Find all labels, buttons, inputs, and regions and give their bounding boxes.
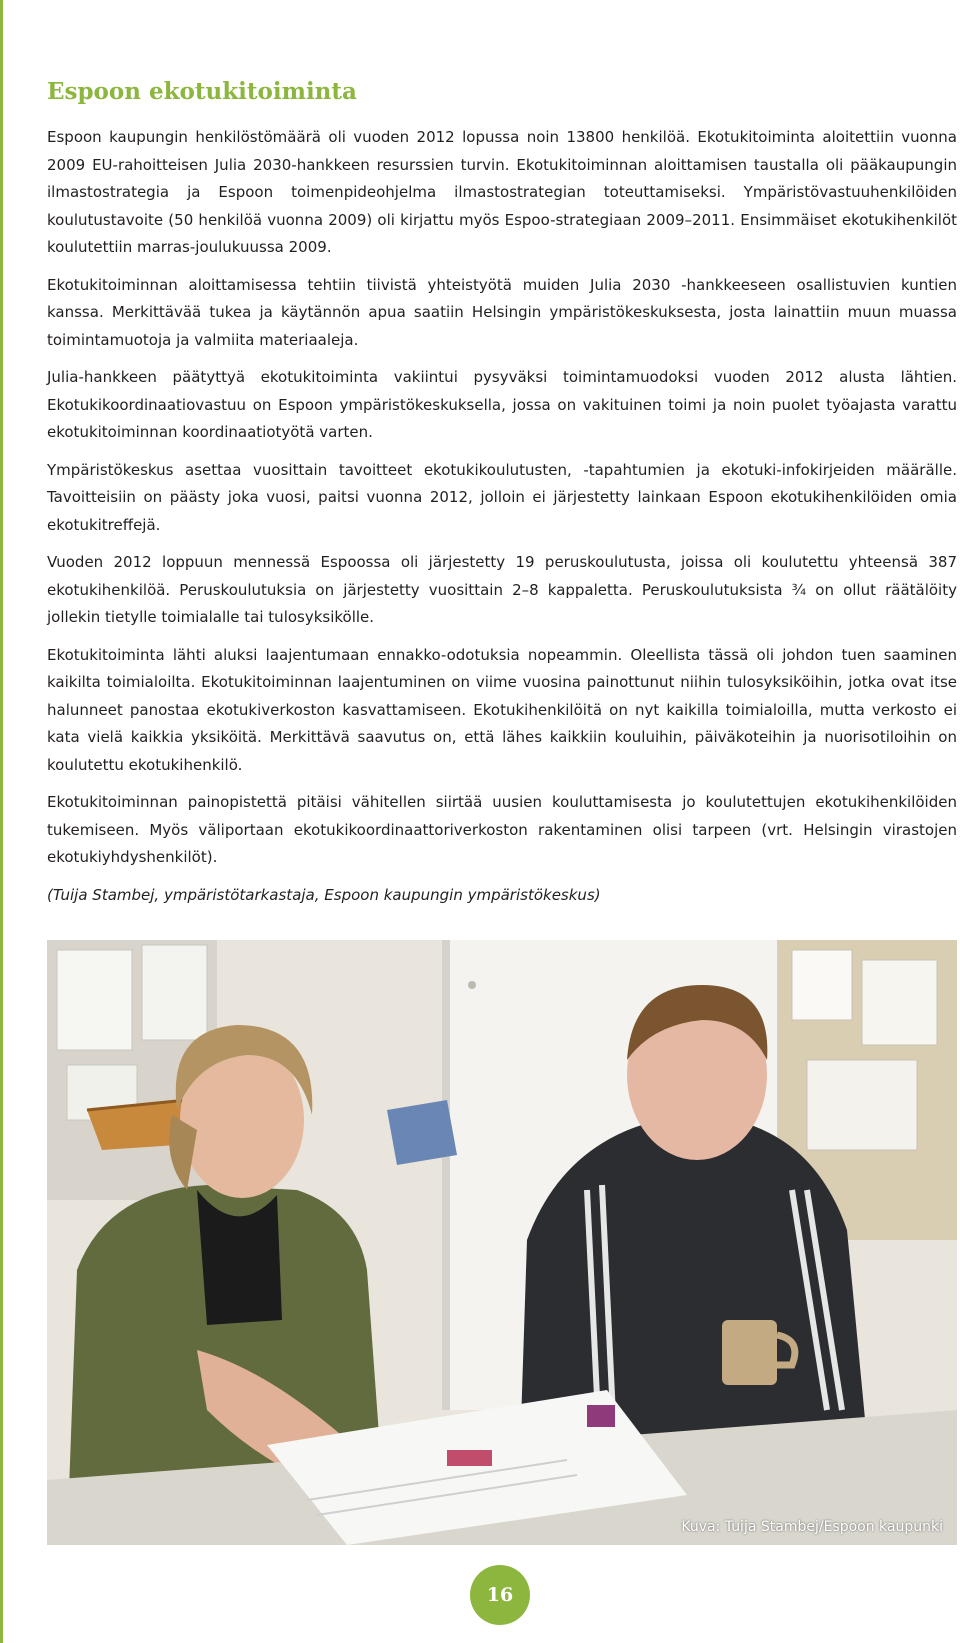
paragraph: Ympäristökeskus asettaa vuosittain tavoitteet ekotukikoulutusten, -tapahtumien ja ekotuki-infokirjeiden määrälle. Tavoitteisiin on päästy joka vuosi, paitsi vuonna 2012, jolloin ei järjestetty lainkaan Espoon ekotukihenkilöiden omia ekotukitreffejä. [47, 460, 957, 534]
paragraph: Julia-hankkeen päätyttyä ekotukitoiminta vakiintui pysyväksi toimintamuodoksi vuoden 2012 alusta lähtien. Ekotukikoordinaatiovastuu on Espoon ympäristökeskuksella, jossa on vakituinen toimi ja noin puolet työajasta varattu ekotukitoiminnan koordinaatiotyötä varten. [47, 368, 957, 441]
page-heading: Espoon ekotukitoiminta [47, 78, 357, 105]
author-signature: (Tuija Stambej, ympäristötarkastaja, Espoon kaupungin ympäristökeskus) [47, 885, 601, 904]
paragraph: Ekotukitoiminta lähti aluksi laajentumaan ennakko-odotuksia nopeammin. Oleellista tässä oli johdon tuen saaminen kaikilta toimialoilta. Ekotukitoiminnan laajentuminen on viime vuosina painottunut niihin tulosyksiköihin, jotka ovat itse halunneet panostaa ekotukiverkoston kasvattamiseen. Ekotukihenkilöitä on nyt kaikilla toimialoilla, mutta verkosto ei kata vielä kaikkia yksiköitä. Merkittävä saavutus on, että lähes kaikkiin kouluihin, päiväkoteihin ja nuorisotiloihin on koulutettu ekotukihenkilö. [47, 645, 957, 774]
office-photo [47, 940, 957, 1545]
page-number-badge: 16 [470, 1565, 530, 1625]
paragraph: Vuoden 2012 loppuun mennessä Espoossa oli järjestetty 19 peruskoulutusta, joissa oli koulutettu yhteensä 387 ekotukihenkilöä. Peruskoulutuksia on järjestetty vuosittain 2–8 kappaletta. Peruskoulutuksista ¾ on ollut räätälöity jollekin tietylle toimialalle tai tulosyksikölle. [47, 553, 957, 626]
left-accent-rule [0, 0, 3, 1643]
paragraph: Espoon kaupungin henkilöstömäärä oli vuoden 2012 lopussa noin 13800 henkilöä. Ekotukitoiminta aloitettiin vuonna 2009 EU-rahoitteisen Julia 2030-hankkeen resurssien turvin. Ekotukitoiminnan aloittamisen taustalla oli pääkaupungin ilmastostrategia ja Espoon toimenpideohjelma ilmastostrategian toteuttamiseksi. Ympäristövastuuhenkilöiden koulutustavoite (50 henkilöä vuonna 2009) oli kirjattu myös Espoo-strategiaan 2009–2011. Ensimmäiset ekotukihenkilöt koulutettiin marras-joulukuussa 2009. [47, 128, 957, 256]
body-text [47, 124, 957, 919]
photo-illustration [47, 940, 957, 1545]
paragraph: Ekotukitoiminnan painopistettä pitäisi vähitellen siirtää uusien kouluttamisesta jo koulutettujen ekotukihenkilöiden tukemiseen. Myös väliportaan ekotukikoordinaattoriverkoston rakentaminen olisi tarpeen (vrt. Helsingin virastojen ekotukiyhdyshenkilöt). [47, 793, 957, 866]
paragraph: Ekotukitoiminnan aloittamisessa tehtiin tiivistä yhteistyötä muiden Julia 2030 -hankkeeseen osallistuvien kuntien kanssa. Merkittävää tukea ja käytännön apua saatiin Helsingin ympäristökeskuksesta, josta lainattiin muun muassa toimintamuotoja ja valmiita materiaaleja. [47, 275, 957, 349]
photo-caption: Kuva: Tuija Stambej/Espoon kaupunki [681, 1519, 943, 1535]
